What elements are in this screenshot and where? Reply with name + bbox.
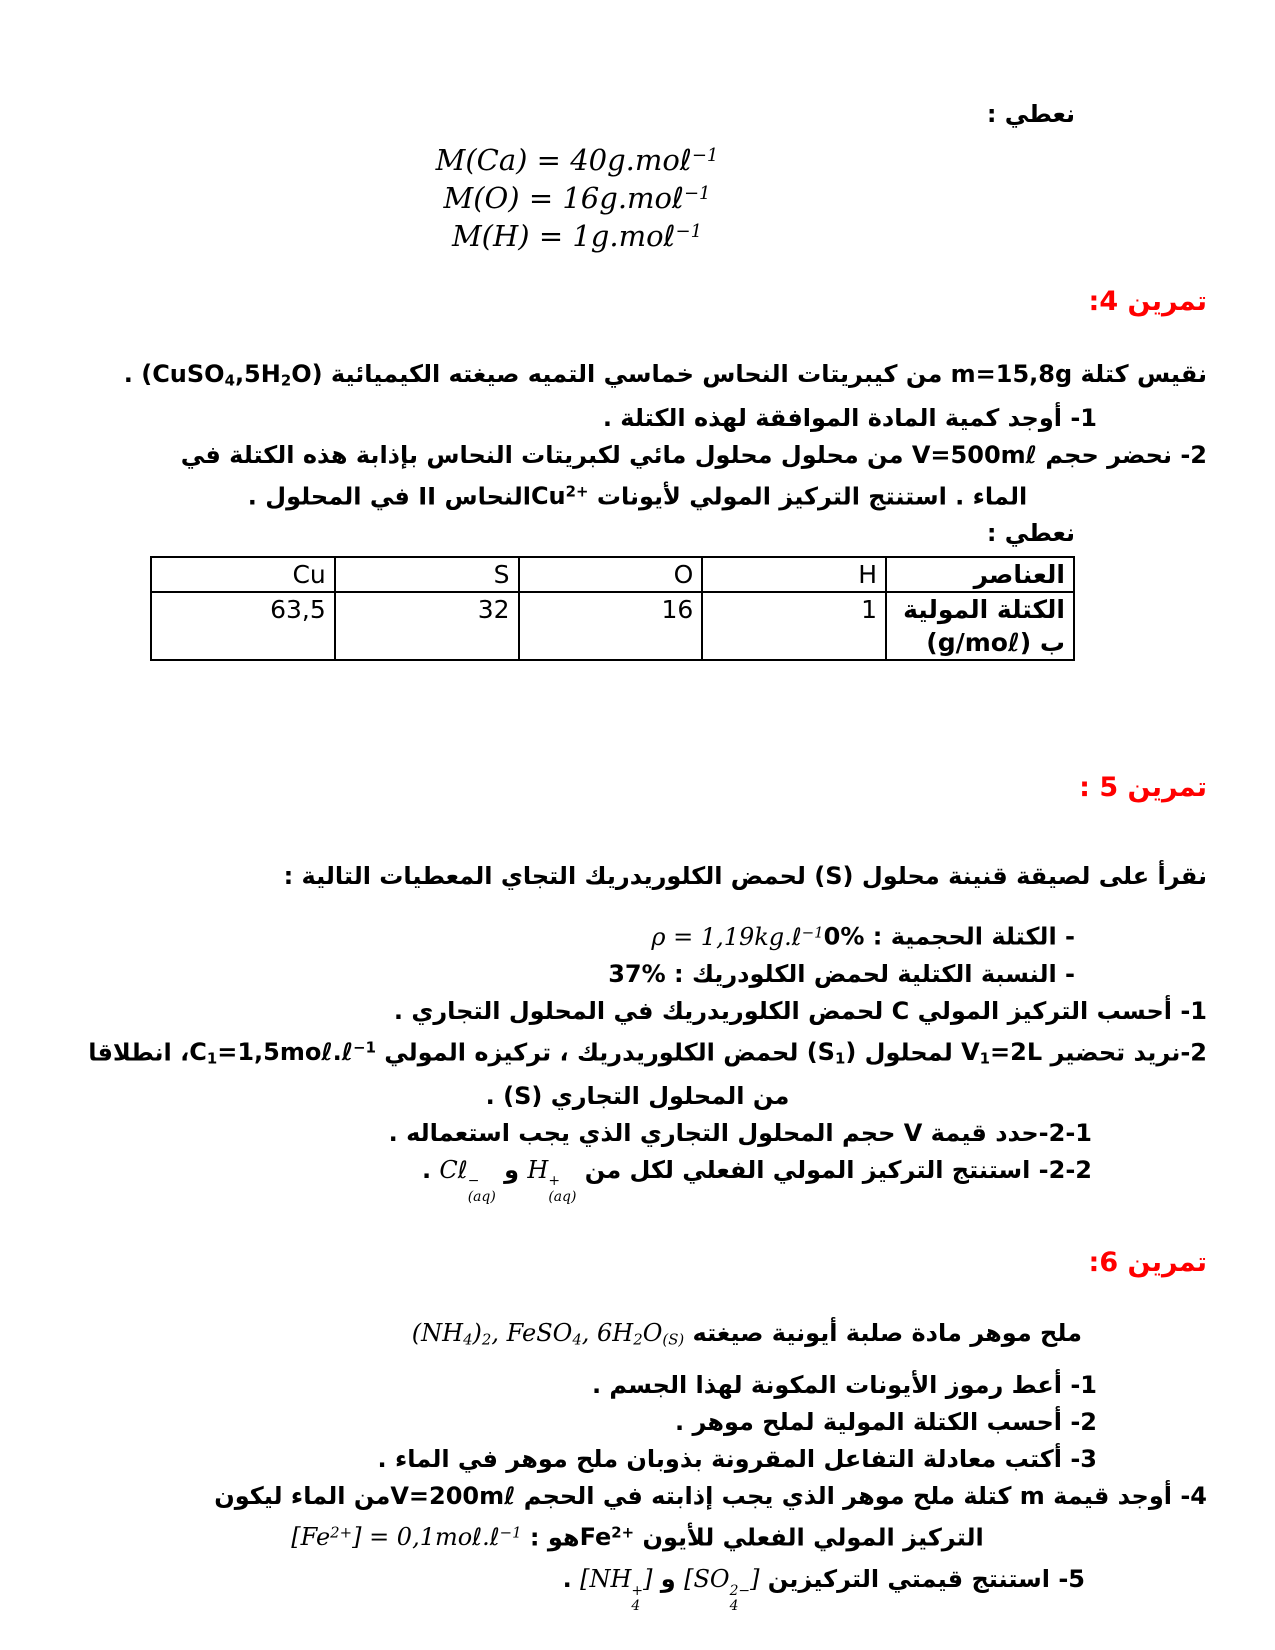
- text-line: التركيز المولي الفعلي للأيون $Fe^{2+}هو$ : $[Fe^{2+}]$ = 0,1moℓ.ℓ$^{-1}$: [291, 1523, 984, 1552]
- text-line: M(H) = 1g.moℓ$^{-1}$: [451, 218, 703, 253]
- value-cell-cu: 63,5: [151, 592, 335, 660]
- header-cell-o: O: [519, 557, 703, 592]
- givens-intro-label: نعطي :: [986, 100, 1075, 128]
- text-line: 1- أوجد كمية المادة الموافقة لهذه الكتلة .: [602, 403, 1097, 432]
- text-line: الماء . استنتج التركيز المولي لأيونات $Cu^{2+}النحاس$ II في المحلول .: [247, 482, 1028, 511]
- text-line: 3- أكتب معادلة التفاعل المقرونة بذوبان ملح موهر في الماء .: [377, 1444, 1097, 1473]
- text-line: 5- استنتج قيمتي التركيزين [SO 2− 4 ] و [NH + 4 ] .: [562, 1565, 1085, 1615]
- text-line: ملح موهر مادة صلبة أيونية صيغته $(NH_4)_2$, FeSO$_4$, $6H_2O_{(S)}$: [411, 1318, 1082, 1349]
- exercise5-title: تمرين 5 :: [1079, 772, 1207, 804]
- table-header-row: [151, 557, 1074, 592]
- text-line: 2-2- استنتج التركيز المولي الفعلي لكل من H + (aq) و Cℓ − (aq) .: [421, 1155, 1092, 1205]
- text-line: 4- أوجد قيمة m كتلة ملح موهر الذي يجب إذابته في الحجم V=200mℓمن الماء ليكون: [214, 1481, 1207, 1510]
- row-label-cell: [886, 592, 1074, 660]
- text-line: 1- أعط رموز الأيونات المكونة لهذا الجسم .: [591, 1370, 1097, 1399]
- row-label-line2: ب (g/moℓ): [926, 628, 1065, 658]
- givens-equations: [407, 139, 747, 253]
- text-line: - الكتلة الحجمية : 0%ρ = 1,19kg.ℓ$^{-1}$: [651, 922, 1075, 951]
- text-line: M(Ca) = 40g.moℓ$^{-1}$: [435, 142, 719, 177]
- text-line: 2- نحضر حجم V=500mℓ من محلول محلول مائي لكبريتات النحاس بإذابة هذه الكتلة في: [180, 440, 1207, 469]
- header-cell-s: S: [335, 557, 519, 592]
- text-line: M(O) = 16g.moℓ$^{-1}$: [443, 180, 711, 215]
- text-line: نقرأ على لصيقة قنينة محلول (S) لحمض الكلوريدريك التجاي المعطيات التالية :: [283, 862, 1207, 891]
- header-cell-cu: Cu: [151, 557, 335, 592]
- text-line: نقيس كتلة m=15,8g من كيبريتات النحاس خماسي التميه صيغته الكيميائية $(CuSO_4,5H_2O)$ .: [123, 359, 1207, 390]
- value-cell-s: 32: [335, 592, 519, 660]
- exercise4-title: تمرين 4:: [1088, 285, 1207, 317]
- text-line: 2- أحسب الكتلة المولية لملح موهر .: [674, 1407, 1097, 1436]
- exercise6-body: [68, 1315, 1207, 1614]
- text-line: من المحلول التجاري (S) .: [485, 1081, 790, 1110]
- exercise4-givens-label: نعطي :: [986, 519, 1075, 548]
- table-data-row: [151, 592, 1074, 660]
- header-cell-elements: العناصر: [886, 557, 1074, 592]
- text-line: 1- أحسب التركيز المولي C لحمض الكلوريدريك في المحلول التجاري .: [393, 996, 1207, 1025]
- text-line: - النسبة الكتلية لحمض الكلودريك : 37%: [608, 959, 1075, 988]
- row-label-line1: الكتلة المولية: [903, 595, 1065, 625]
- exercise4-body: [68, 356, 1207, 515]
- exercise6-title: تمرين 6:: [1088, 1246, 1207, 1278]
- header-cell-h: H: [702, 557, 886, 592]
- exercise5-body: [68, 858, 1207, 1205]
- value-cell-h: 1: [702, 592, 886, 660]
- text-line: 2-نريد تحضير $V_1=2L$ لمحلول $(S_1)$ لحمض الكلوريدريك ، تركيزه المولي $C_1=1,5mo\ell.\ell^{-1}،$ انطلاقا: [88, 1037, 1207, 1068]
- text-line: 2-1-حدد قيمة V حجم المحلول التجاري الذي يجب استعماله .: [388, 1118, 1092, 1147]
- molar-mass-table: [150, 556, 1075, 661]
- value-cell-o: 16: [519, 592, 703, 660]
